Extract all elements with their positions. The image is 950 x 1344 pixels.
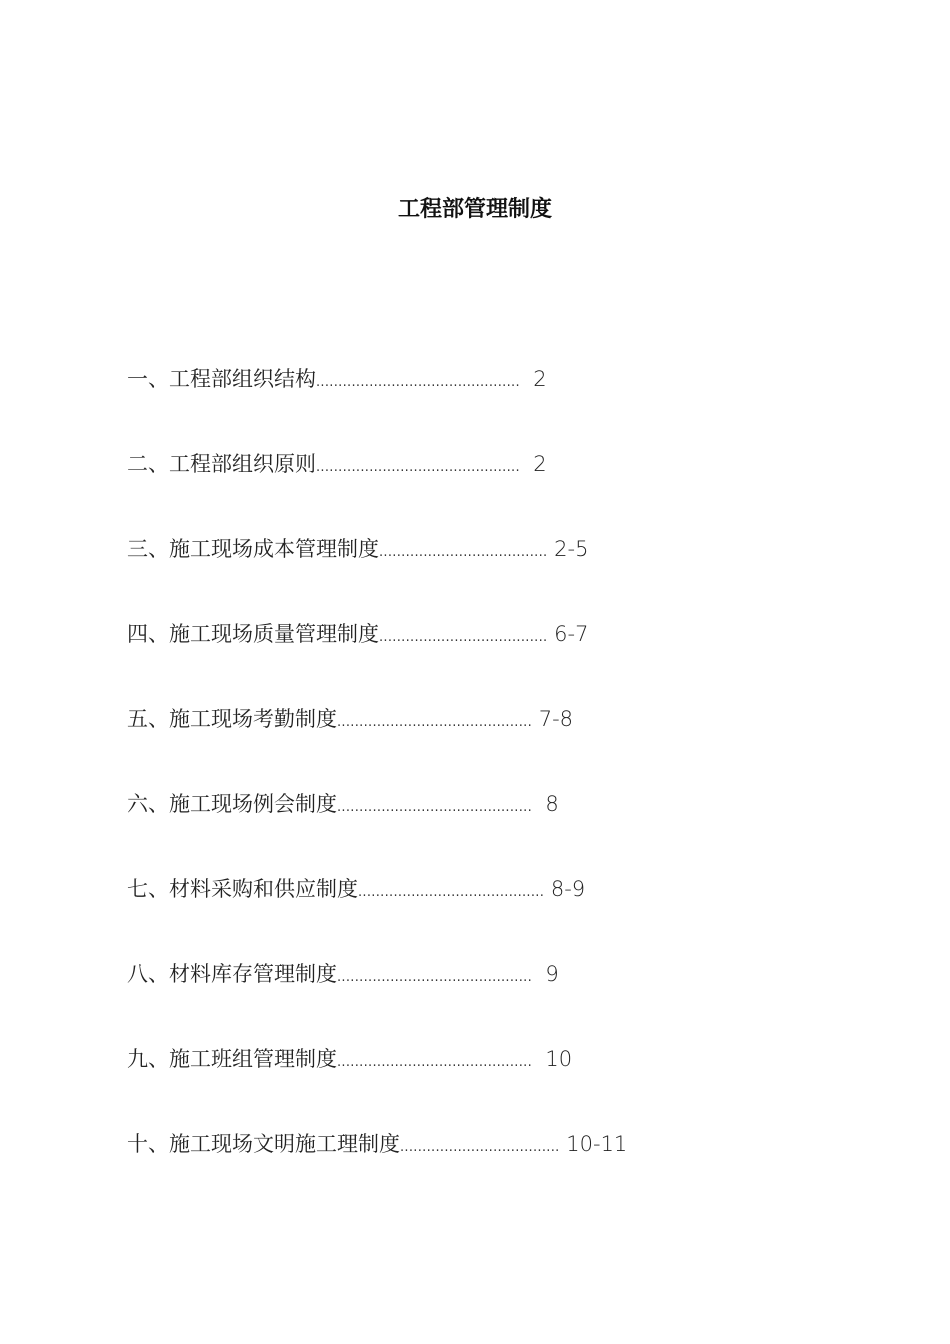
document-title: 工程部管理制度: [397, 197, 552, 222]
toc-entry-number: 九、: [127, 1047, 169, 1071]
toc-entry: [127, 1044, 572, 1074]
toc-entry-page: 8: [545, 792, 559, 816]
toc-entry-title: 施工现场文明施工理制度: [169, 1132, 400, 1156]
toc-entry-number: 六、: [127, 792, 169, 816]
toc-entry: [127, 959, 559, 989]
toc-entry: [127, 874, 585, 904]
toc-entry-title: 施工现场成本管理制度: [169, 537, 379, 561]
toc-entry-page: 7-8: [538, 707, 574, 731]
toc-entry-page: 2: [533, 452, 547, 476]
toc-leader-dots: ....................................: [400, 1140, 560, 1155]
toc-entry-number: 七、: [127, 877, 169, 901]
toc-entry-number: 三、: [127, 537, 169, 561]
toc-entry-page: 10: [545, 1047, 573, 1071]
toc-entry-page: 2: [533, 367, 547, 391]
toc-entry-title: 施工班组管理制度: [169, 1047, 337, 1071]
toc-leader-dots: ......................................: [379, 630, 548, 645]
toc-leader-dots: ......................................: [379, 545, 548, 560]
toc-leader-dots: ..........................................: [358, 885, 545, 900]
toc-entry: [127, 1129, 627, 1159]
toc-entry: [127, 789, 559, 819]
toc-entry-page: 9: [545, 962, 559, 986]
toc-entry-number: 十、: [127, 1132, 169, 1156]
toc-leader-dots: ............................................: [337, 715, 533, 730]
toc-entry-title: 工程部组织原则: [169, 452, 316, 476]
toc-entry: [127, 364, 547, 394]
toc-entry-title: 施工现场质量管理制度: [169, 622, 379, 646]
toc-entry-title: 施工现场考勤制度: [169, 707, 337, 731]
toc-entry: [127, 534, 588, 564]
toc-leader-dots: ............................................: [337, 1055, 533, 1070]
toc-leader-dots: ..............................................: [316, 375, 520, 390]
toc-leader-dots: ............................................: [337, 800, 533, 815]
toc-entry-page: 10-11: [566, 1132, 628, 1156]
toc-entry-number: 四、: [127, 622, 169, 646]
toc-entry: [127, 619, 588, 649]
toc-entry-number: 二、: [127, 452, 169, 476]
toc-leader-dots: ..............................................: [316, 460, 520, 475]
toc-entry-page: 8-9: [550, 877, 586, 901]
toc-entry-title: 材料库存管理制度: [169, 962, 337, 986]
toc-entry-title: 材料采购和供应制度: [169, 877, 358, 901]
toc-entry-page: 2-5: [554, 537, 589, 561]
toc-entry: [127, 449, 547, 479]
toc-entry-number: 一、: [127, 367, 169, 391]
toc-entry: [127, 704, 573, 734]
toc-entry-title: 施工现场例会制度: [169, 792, 337, 816]
toc-entry-number: 五、: [127, 707, 169, 731]
toc-entry-title: 工程部组织结构: [169, 367, 316, 391]
toc-leader-dots: ............................................: [337, 970, 533, 985]
toc-entry-number: 八、: [127, 962, 169, 986]
toc-entry-page: 6-7: [554, 622, 589, 646]
